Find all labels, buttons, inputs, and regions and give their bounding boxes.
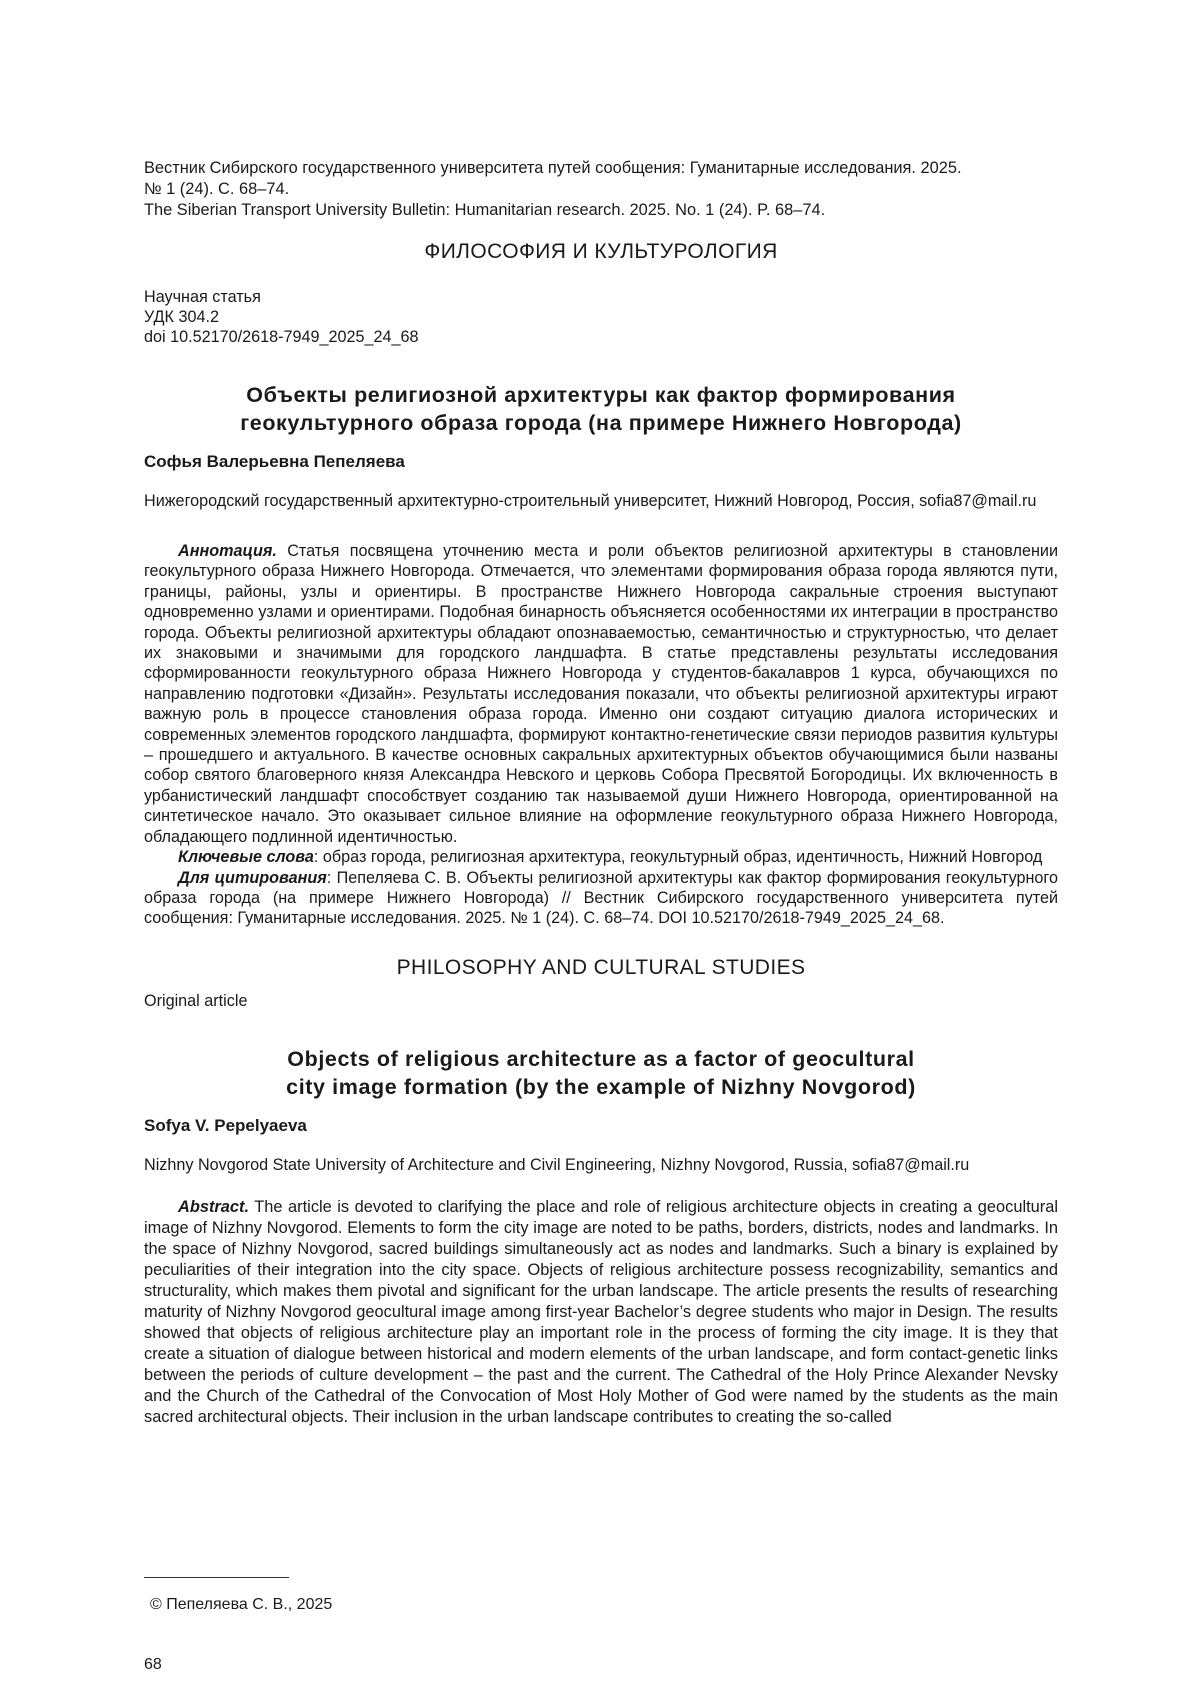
article-title-en	[164, 1045, 1038, 1101]
author-name-ru: Софья Валерьевна Пепеляева	[144, 451, 1058, 473]
article-type-en: Original article	[144, 991, 1058, 1011]
copyright-notice: © Пепеляева С. В., 2025	[150, 1596, 332, 1614]
udc-code: УДК 304.2	[144, 307, 1058, 327]
affiliation-ru: Нижегородский государственный архитектурно-строительный университет, Нижний Новгород, Россия, sofia87@mail.ru	[144, 491, 1058, 511]
keywords-text-ru: : образ города, религиозная архитектура, геокультурный образ, идентичность, Нижний Новгород	[314, 848, 1043, 866]
abstract-label-en: Abstract.	[178, 1198, 249, 1216]
citation-ru	[144, 868, 1058, 929]
article-meta-ru	[144, 287, 1058, 347]
citation-text-ru: : Пепеляева С. В. Объекты религиозной архитектуры как фактор формирования геокультурного образа города (на примере Нижнего Новгорода) // Вестник Сибирского государственного университета путей сообщения: Гуманитарные исследования. 2025. № 1 (24). С. 68–74. DOI 10.52170/2618-7949_2025_24_68.	[144, 869, 1058, 928]
keywords-ru	[144, 847, 1058, 867]
abstract-en	[144, 1197, 1058, 1428]
journal-header	[144, 158, 1058, 221]
abstract-label-ru: Аннотация.	[178, 542, 277, 560]
article-title-ru-line1: Объекты религиозной архитектуры как фактор формирования	[164, 381, 1038, 409]
article-title-en-line2: city image formation (by the example of Nizhny Novgorod)	[164, 1073, 1038, 1101]
section-heading-en: PHILOSOPHY AND CULTURAL STUDIES	[144, 955, 1058, 981]
affiliation-en: Nizhny Novgorod State University of Architecture and Civil Engineering, Nizhny Novgorod, Russia, sofia87@mail.ru	[144, 1155, 1058, 1175]
journal-citation-en: The Siberian Transport University Bulletin: Humanitarian research. 2025. No. 1 (24). P. 68–74.	[144, 200, 1058, 221]
abstract-ru	[144, 541, 1058, 847]
keywords-label-ru: Ключевые слова	[178, 848, 314, 866]
section-heading-ru: ФИЛОСОФИЯ И КУЛЬТУРОЛОГИЯ	[144, 239, 1058, 265]
article-title-en-line1: Objects of religious architecture as a factor of geocultural	[164, 1045, 1038, 1073]
page-number: 68	[144, 1656, 162, 1674]
journal-citation-ru-line1: Вестник Сибирского государственного университета путей сообщения: Гуманитарные исследования. 2025.	[144, 158, 1058, 179]
article-title-ru-line2: геокультурного образа города (на примере Нижнего Новгорода)	[164, 409, 1038, 437]
article-type-ru: Научная статья	[144, 287, 1058, 307]
citation-label-ru: Для цитирования	[178, 869, 327, 887]
article-title-ru	[164, 381, 1038, 437]
abstract-text-en: The article is devoted to clarifying the place and role of religious architecture objects in creating a geocultural image of Nizhny Novgorod. Elements to form the city image are noted to be paths, borders, districts, nodes and landmarks. In the space of Nizhny Novgorod, sacred buildings simultaneously act as nodes and landmarks. Such a binary is explained by peculiarities of their integration into the city space. Objects of religious architecture possess recognizability, semantics and structurality, which makes them pivotal and significant for the urban landscape. The article presents the results of researching maturity of Nizhny Novgorod geocultural image among first-year Bachelor’s degree students who major in Design. The results showed that objects of religious architecture play an important role in the process of forming the city image. It is they that create a situation of dialogue between historical and modern elements of the urban landscape, and form contact-genetic links between the periods of culture development – the past and the current. The Cathedral of the Holy Prince Alexander Nevsky and the Church of the Cathedral of the Convocation of Most Holy Mother of God were named by the students as the main sacred architectural objects. Their inclusion in the urban landscape contributes to creating the so-called	[144, 1198, 1058, 1426]
author-name-en: Sofya V. Pepelyaeva	[144, 1115, 1058, 1137]
doi: doi 10.52170/2618-7949_2025_24_68	[144, 327, 1058, 347]
footnote-divider	[144, 1577, 289, 1578]
article-page	[0, 0, 1200, 1697]
journal-citation-ru-line2: № 1 (24). С. 68–74.	[144, 179, 1058, 200]
abstract-text-ru: Статья посвящена уточнению места и роли объектов религиозной архитектуры в становлении геокультурного образа Нижнего Новгорода. Отмечается, что элементами формирования образа города являются пути, границы, районы, узлы и ориентиры. В пространстве Нижнего Новгорода сакральные строения выступают одновременно узлами и ориентирами. Подобная бинарность объясняется особенностями их интеграции в пространство города. Объекты религиозной архитектуры обладают опознаваемостью, семантичностью и структурностью, что делает их знаковыми и значимыми для городского ландшафта. В статье представлены результаты исследования сформированности геокультурного образа Нижнего Новгорода у студентов-бакалавров 1 курса, обучающихся по направлению подготовки «Дизайн». Результаты исследования показали, что объекты религиозной архитектуры играют важную роль в процессе становления образа города. Именно они создают ситуацию диалога исторических и современных элементов городского ландшафта, формируют контактно-генетические связи периодов развития культуры – прошедшего и актуального. В качестве основных сакральных архитектурных объектов обучающимися были названы собор святого благоверного князя Александра Невского и церковь Собора Пресвятой Богородицы. Их включенность в урбанистический ландшафт способствует созданию так называемой души Нижнего Новгорода, ориентированной на синтетическое начало. Это оказывает сильное влияние на оформление геокультурного образа Нижнего Новгорода, обладающего подлинной идентичностью.	[144, 542, 1058, 846]
